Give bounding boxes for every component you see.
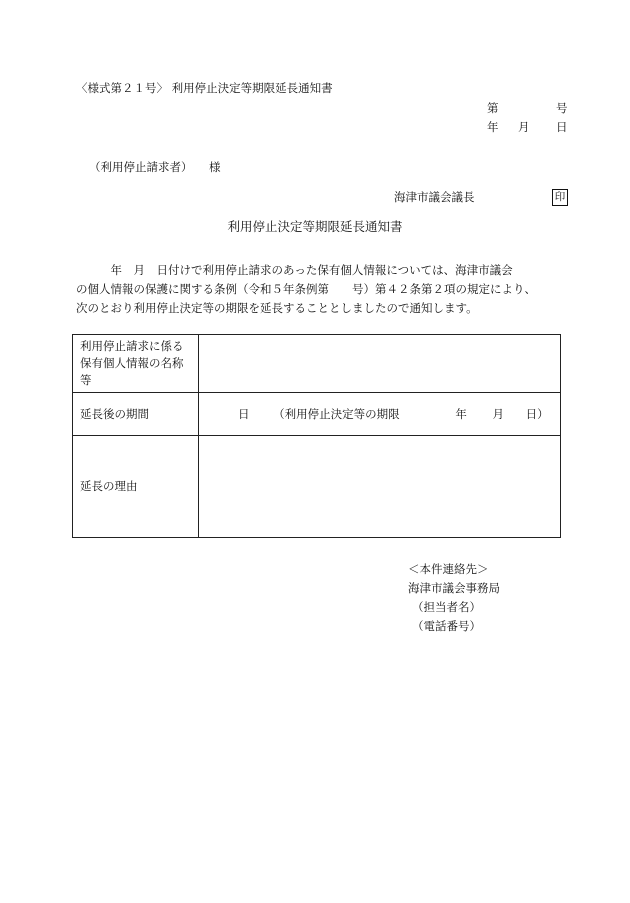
seal-mark: 印 (552, 189, 568, 206)
contact-heading: ＜本件連絡先＞ (408, 562, 489, 576)
table-row (73, 393, 561, 436)
document-title: 利用停止決定等期限延長通知書 (227, 219, 403, 234)
table-row (73, 335, 561, 393)
extended-period-value[interactable] (199, 393, 561, 436)
number-prefix: 第 (487, 101, 499, 115)
period-year: 年 (455, 406, 467, 421)
contact-phone: （電話番号） (412, 619, 481, 633)
recipient-name: （利用停止請求者） (89, 160, 193, 174)
date-day: 日 (556, 120, 568, 134)
contact-office: 海津市議会事務局 (408, 581, 500, 595)
body-line: 次のとおり利用停止決定等の期限を延長することとしましたので通知します。 (76, 301, 478, 315)
period-month: 月 (492, 406, 504, 421)
period-day-close: 日） (525, 406, 549, 421)
date-month: 月 (518, 120, 530, 134)
info-name-label: 利用停止請求に係る 保有個人情報の名称 等 (73, 335, 199, 393)
table-row (73, 436, 561, 538)
number-suffix: 号 (556, 101, 568, 115)
info-name-value[interactable] (199, 335, 561, 393)
body-line: 年 月 日付けで利用停止請求のあった保有個人情報については、海津市議会 (76, 263, 513, 277)
extension-reason-value[interactable] (199, 436, 561, 538)
extension-table (72, 334, 561, 538)
extension-reason-label: 延長の理由 (73, 436, 199, 538)
contact-person: （担当者名） (412, 600, 481, 614)
body-paragraph (76, 261, 568, 318)
sender-title: 海津市議会議長 (394, 190, 475, 204)
period-deadline-label: （利用停止決定等の期限 (273, 406, 400, 421)
date-year: 年 (487, 120, 499, 134)
extended-period-label: 延長後の期間 (73, 393, 199, 436)
recipient-honorific: 様 (209, 160, 221, 174)
period-day: 日 (238, 406, 250, 421)
body-line: の個人情報の保護に関する条例（令和５年条例第 号）第４２条第２項の規定により、 (76, 282, 536, 296)
form-label: 〈様式第２１号〉 利用停止決定等期限延長通知書 (76, 81, 333, 95)
